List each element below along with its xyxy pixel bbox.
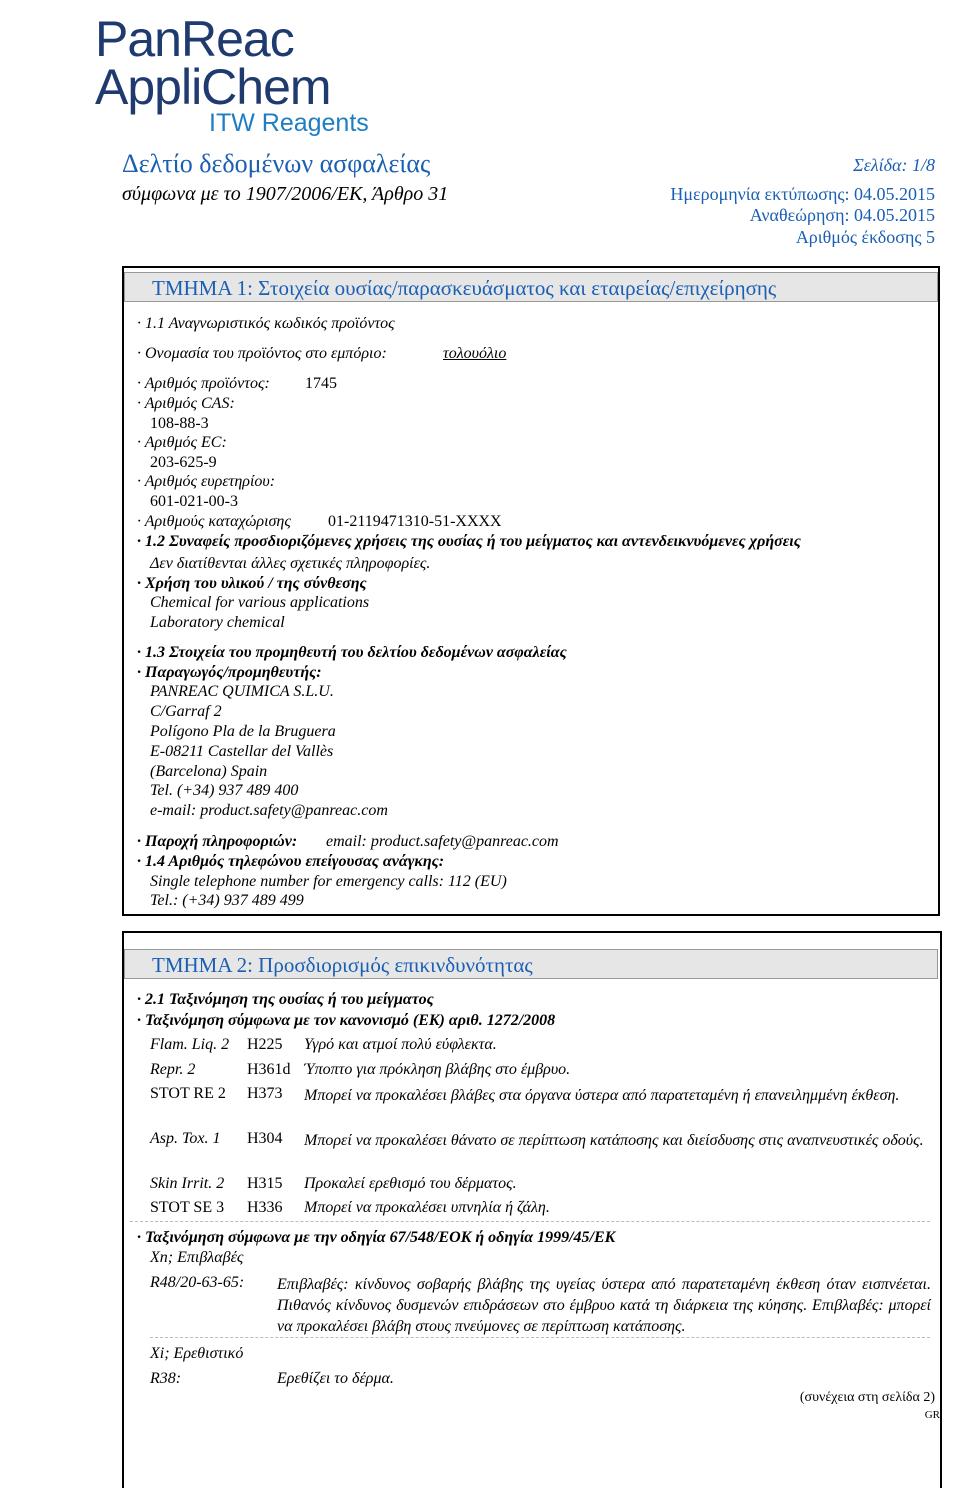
use-label: · Χρήση του υλικού / της σύνθεσης: [137, 575, 367, 592]
hazard-text: Μπορεί να προκαλέσει θάνατο σε περίπτωση κατάποσης και διείσδυσης στις αναπνευστικές οδούς.: [304, 1132, 924, 1149]
hazard-code: H361d: [247, 1061, 291, 1078]
version-number: Αριθμός έκδοσης 5: [795, 227, 935, 247]
cas-label: · Αριθμός CAS:: [137, 395, 235, 412]
address-line: e-mail: product.safety@panreac.com: [150, 802, 388, 819]
hazard-code: H336: [247, 1199, 283, 1216]
logo-applichem: AppliChem: [95, 59, 331, 115]
revision-date: Αναθεώρηση: 04.05.2015: [749, 205, 935, 225]
hazard-code: H315: [247, 1175, 283, 1192]
hazard-text: Προκαλεί ερεθισμό του δέρματος.: [304, 1175, 517, 1192]
section-1-title: ΤΜΗΜΑ 1: Στοιχεία ουσίας/παρασκευάσματος και εταιρείας/επιχείρησης: [152, 276, 777, 300]
manufacturer-label: · Παραγωγός/προμηθευτής:: [137, 664, 322, 681]
product-no-label: · Αριθμός προϊόντος:: [137, 375, 270, 392]
directive-heading: · Ταξινόμηση σύμφωνα με την οδηγία 67/548/ΕΟΚ ή οδηγία 1999/45/ΕΚ: [137, 1229, 616, 1246]
document-subtitle: σύμφωνα με το 1907/2006/ΕΚ, Άρθρο 31: [122, 183, 449, 205]
cas-number: 108-88-3: [150, 415, 209, 432]
s12-heading: · 1.2 Συναφείς προσδιοριζόμενες χρήσεις της ουσίας ή του μείγματος και αντενδεικνυόμενες χρήσεις: [137, 533, 801, 550]
hazard-code: H304: [247, 1130, 283, 1147]
s13-heading: · 1.3 Στοιχεία του προμηθευτή του δελτίου δεδομένων ασφαλείας: [137, 644, 567, 661]
hazard-class: STOT SE 3: [150, 1199, 225, 1216]
r2-text: Ερεθίζει το δέρμα.: [277, 1370, 394, 1387]
hazard-class: Skin Irrit. 2: [150, 1175, 225, 1192]
r1-code: R48/20-63-65:: [150, 1274, 245, 1291]
continued-note: (συνέχεια στη σελίδα 2): [799, 1390, 935, 1405]
hazard-class: STOT RE 2: [150, 1085, 226, 1102]
address-line: (Barcelona) Spain: [150, 763, 268, 780]
address-line: Polígono Pla de la Bruguera: [150, 723, 336, 740]
xn-label: Xn; Επιβλαβές: [150, 1249, 244, 1266]
separator: [130, 1221, 930, 1222]
logo-itw-reagents: ITW Reagents: [209, 109, 369, 137]
registration-label: · Αριθμούς καταχώρισης: [137, 513, 291, 530]
ec-label: · Αριθμός EC:: [137, 434, 227, 451]
hazard-text: Υγρό και ατμοί πολύ εύφλεκτα.: [304, 1036, 497, 1053]
address-line: C/Garraf 2: [150, 703, 222, 720]
hazard-class: Flam. Liq. 2: [150, 1036, 230, 1053]
address-line: E-08211 Castellar del Vallès: [150, 743, 334, 760]
r1-text: Επιβλαβές: κίνδυνος σοβαρής βλάβης της υγείας ύστερα από παρατεταμένη έκθεση όταν εισπνέεται. Πιθανός κίνδυνος δυσμενών επιδράσεων στο έμβρυο κατά τη διάρκεια της κύησης. Επιβλαβές: μπορεί να προκαλέσει βλάβη στους πνεύμονες σε περίπτωση κατάποσης.: [277, 1276, 931, 1335]
use-1: Chemical for various applications: [150, 594, 370, 611]
section-2-title: ΤΜΗΜΑ 2: Προσδιορισμός επικινδυνότητας: [152, 953, 533, 977]
address-line: Tel. (+34) 937 489 400: [150, 782, 299, 799]
s11-heading: · 1.1 Αναγνωριστικός κωδικός προϊόντος: [137, 315, 395, 332]
hazard-class: Asp. Tox. 1: [150, 1130, 221, 1147]
index-number: 601-021-00-3: [150, 493, 238, 510]
language-code: GR: [924, 1409, 940, 1421]
use-2: Laboratory chemical: [150, 614, 285, 631]
info-email: email: product.safety@panreac.com: [326, 833, 559, 850]
hazard-code: H373: [247, 1085, 283, 1102]
xi-label: Xi; Ερεθιστικό: [150, 1345, 244, 1362]
s21-heading: · 2.1 Ταξινόμηση της ουσίας ή του μείγματος: [137, 991, 434, 1008]
document-title: Δελτίο δεδομένων ασφαλείας: [122, 149, 431, 178]
trade-name-label: · Ονομασία του προϊόντος στο εμπόριο:: [137, 345, 387, 362]
r2-code: R38:: [150, 1370, 182, 1387]
trade-name: τολουόλιο: [443, 345, 507, 362]
index-label: · Αριθμός ευρετηρίου:: [137, 473, 276, 490]
s12-text: Δεν διατίθενται άλλες σχετικές πληροφορίες.: [150, 555, 431, 572]
s14-heading: · 1.4 Αριθμός τηλεφώνου επείγουσας ανάγκης:: [137, 853, 445, 870]
hazard-text: Μπορεί να προκαλέσει βλάβες στα όργανα ύστερα από παρατεταμένη ή επανειλημμένη έκθεση.: [304, 1087, 900, 1104]
logo-panreac: PanReac: [95, 11, 294, 67]
separator: [150, 1337, 930, 1338]
address-line: PANREAC QUIMICA S.L.U.: [150, 683, 334, 700]
hazard-text: Μπορεί να προκαλέσει υπνηλία ή ζάλη.: [304, 1199, 550, 1216]
print-date: Ημερομηνία εκτύπωσης: 04.05.2015: [670, 184, 935, 204]
page-number: Σελίδα: 1/8: [853, 155, 935, 175]
info-label: · Παροχή πληροφοριών:: [137, 833, 298, 850]
emergency-line-2: Tel.: (+34) 937 489 499: [150, 892, 304, 909]
hazard-code: H225: [247, 1036, 283, 1053]
hazard-class: Repr. 2: [150, 1061, 196, 1078]
hazard-text: Ύποπτο για πρόκληση βλάβης στο έμβρυο.: [304, 1061, 571, 1078]
registration-number: 01-2119471310-51-XXXX: [328, 513, 502, 530]
emergency-line-1: Single telephone number for emergency calls: 112 (EU): [150, 873, 507, 890]
ec-number: 203-625-9: [150, 454, 217, 471]
product-no: 1745: [305, 375, 337, 392]
clp-heading: · Ταξινόμηση σύμφωνα με τον κανονισμό (ΕΚ) αριθ. 1272/2008: [137, 1012, 556, 1029]
